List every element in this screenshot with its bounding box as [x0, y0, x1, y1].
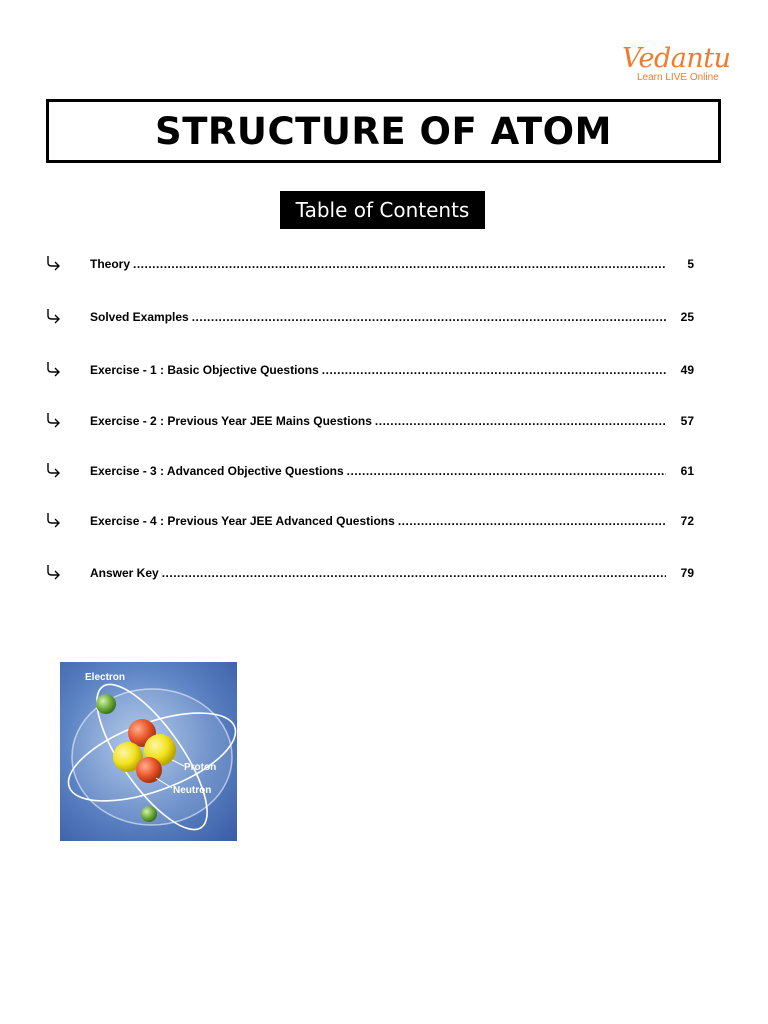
- electron-label: Electron: [85, 672, 126, 683]
- toc-item-page: 5: [687, 257, 694, 271]
- toc-item-page: 61: [680, 464, 694, 478]
- toc-item-label: Exercise - 2 : Previous Year JEE Mains Questions: [90, 414, 372, 428]
- logo-tagline: Learn LIVE Online: [637, 72, 719, 83]
- toc-item-label: Answer Key: [90, 566, 159, 580]
- title-box: [46, 99, 721, 163]
- toc-leader-dots: [375, 414, 666, 428]
- toc-leader-dots: [162, 566, 666, 580]
- hook-arrow-icon: [44, 511, 64, 531]
- toc-item-exercise-2[interactable]: [44, 410, 694, 432]
- toc-item-label: Exercise - 4 : Previous Year JEE Advanced Questions: [90, 514, 395, 528]
- proton-label: Proton: [184, 762, 217, 773]
- toc-leader-dots: [322, 363, 666, 377]
- toc-item-page: 72: [680, 514, 694, 528]
- toc-item-exercise-1[interactable]: [44, 359, 694, 381]
- hook-arrow-icon: [44, 307, 64, 327]
- vedantu-logo: [622, 43, 732, 86]
- toc-item-page: 49: [680, 363, 694, 377]
- atom-illustration: [60, 662, 237, 841]
- toc-item-answer-key[interactable]: [44, 562, 694, 584]
- hook-arrow-icon: [44, 411, 64, 431]
- toc-item-page: 79: [680, 566, 694, 580]
- toc-item-label: Theory: [90, 257, 131, 271]
- logo-brand: Vedantu: [622, 43, 731, 74]
- toc-item-page: 25: [680, 310, 694, 324]
- toc-item-label: Solved Examples: [90, 310, 189, 324]
- neutron-label: Neutron: [173, 785, 212, 796]
- hook-arrow-icon: [44, 461, 64, 481]
- toc-leader-dots: [192, 310, 666, 324]
- toc-item-label: Exercise - 1 : Basic Objective Questions: [90, 363, 319, 377]
- toc-leader-dots: [398, 514, 666, 528]
- toc-item-exercise-4[interactable]: [44, 510, 694, 532]
- toc-item-solved-examples[interactable]: [44, 306, 694, 328]
- electron-particle: [141, 806, 157, 822]
- hook-arrow-icon: [44, 360, 64, 380]
- toc-item-theory[interactable]: [44, 253, 694, 275]
- hook-arrow-icon: [44, 563, 64, 583]
- electron-particle: [96, 694, 116, 714]
- toc-item-label: Exercise - 3 : Advanced Objective Questions: [90, 464, 344, 478]
- toc-leader-dots: [133, 257, 666, 271]
- toc-heading: Table of Contents: [280, 191, 485, 229]
- toc-item-page: 57: [680, 414, 694, 428]
- toc-item-exercise-3[interactable]: [44, 460, 694, 482]
- page-title: STRUCTURE OF ATOM: [155, 109, 612, 153]
- toc-leader-dots: [347, 464, 666, 478]
- hook-arrow-icon: [44, 254, 64, 274]
